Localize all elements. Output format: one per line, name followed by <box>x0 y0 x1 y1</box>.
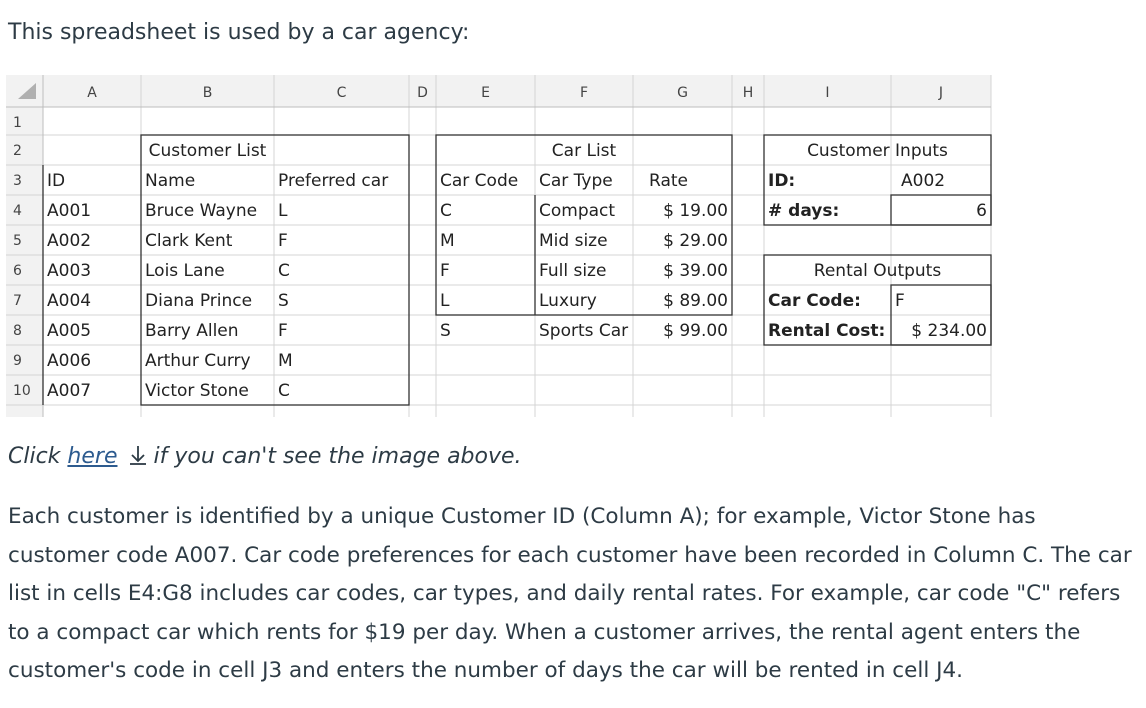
customer-list-cell: Diana Prince <box>145 291 253 311</box>
column-header-i: I <box>825 85 830 101</box>
row-header-4: 4 <box>13 203 22 219</box>
click-prefix: Click <box>8 444 61 469</box>
car-rate-cell: $ 29.00 <box>663 231 728 251</box>
row-header-6: 6 <box>13 263 22 279</box>
row-header-1: 1 <box>13 115 22 131</box>
customer-list-cell: C <box>278 261 290 281</box>
here-link[interactable]: here <box>67 444 118 469</box>
customer-list-cell: S <box>278 291 289 311</box>
spreadsheet-grid <box>6 75 1006 417</box>
car-code-cell: L <box>440 291 450 311</box>
column-header-j: J <box>938 85 944 101</box>
customer-list-cell: Victor Stone <box>145 381 249 401</box>
customer-list-cell: Bruce Wayne <box>145 201 258 221</box>
customer-list-cell: A004 <box>47 291 92 311</box>
car-code-cell: F <box>440 261 450 281</box>
days-value: 6 <box>976 201 987 221</box>
car-rate-cell: $ 19.00 <box>663 201 728 221</box>
customer-list-title: Customer List <box>148 141 267 161</box>
customer-list-cell: C <box>278 381 290 401</box>
customer-list-cell: F <box>278 321 288 341</box>
customer-list-cell: A001 <box>47 201 92 221</box>
row-header-7: 7 <box>13 293 22 309</box>
row-header-8: 8 <box>13 323 22 339</box>
spreadsheet-image <box>6 75 1006 417</box>
car-list-header: Car Type <box>539 171 613 191</box>
car-list-title: Car List <box>551 141 617 161</box>
car-rate-cell: $ 39.00 <box>663 261 728 281</box>
id-label: ID: <box>768 171 796 191</box>
customer-list-header: Preferred car <box>278 171 389 191</box>
customer-list-cell: Barry Allen <box>145 321 239 341</box>
customer-list-cell: A007 <box>47 381 92 401</box>
car-code-label: Car Code: <box>768 291 861 311</box>
car-type-cell: Mid size <box>539 231 608 251</box>
download-icon[interactable] <box>127 444 149 472</box>
column-header-c: C <box>336 85 347 101</box>
car-type-cell: Luxury <box>539 291 597 311</box>
row-header-3: 3 <box>13 173 22 189</box>
car-list-header: Rate <box>649 171 688 191</box>
customer-list-cell: F <box>278 231 288 251</box>
intro-text: This spreadsheet is used by a car agency: <box>8 20 470 45</box>
customer-list-cell: Arthur Curry <box>145 351 251 371</box>
car-code-value: F <box>895 291 905 311</box>
customer-list-cell: A006 <box>47 351 92 371</box>
click-suffix: if you can't see the image above. <box>153 444 522 469</box>
row-header-10: 10 <box>13 383 31 399</box>
description-paragraph: Each customer is identified by a unique Customer ID (Column A); for example, Victor Stone has customer code A007. Car code preferences for each customer have been recorded in Column C. The car list in cells E4:G8 includes car codes, car types, and daily rental rates. For example, car code "C" refers to a compact car which rents for $19 per day. When a customer arrives, the rental agent enters the customer's code in cell J3 and enters the number of days the car will be rented in cell J4. <box>8 504 1132 683</box>
car-rate-cell: $ 99.00 <box>663 321 728 341</box>
customer-list-cell: M <box>278 351 293 371</box>
car-rate-cell: $ 89.00 <box>663 291 728 311</box>
customer-list-cell: Lois Lane <box>145 261 225 281</box>
column-header-bar <box>6 75 991 107</box>
column-header-g: G <box>677 85 688 101</box>
customer-list-cell: A005 <box>47 321 92 341</box>
column-header-e: E <box>481 85 490 101</box>
column-header-h: H <box>742 85 754 101</box>
customer-list-header: Name <box>145 171 196 191</box>
customer-list-header: ID <box>47 171 66 191</box>
row-header-bar <box>6 75 43 417</box>
customer-list-cell: A002 <box>47 231 92 251</box>
column-header-f: F <box>579 85 589 101</box>
car-code-cell: M <box>440 231 455 251</box>
customer-inputs-title: Customer Inputs <box>807 141 948 161</box>
column-header-b: B <box>202 85 213 101</box>
rental-outputs-title: Rental Outputs <box>813 261 942 281</box>
customer-list-cell: A003 <box>47 261 92 281</box>
column-header-d: D <box>417 85 428 101</box>
row-header-5: 5 <box>13 233 22 249</box>
row-header-9: 9 <box>13 353 22 369</box>
car-list-header: Car Code <box>440 171 519 191</box>
row-header-2: 2 <box>13 143 22 159</box>
customer-list-cell: L <box>278 201 288 221</box>
car-code-cell: S <box>440 321 451 341</box>
car-type-cell: Compact <box>539 201 616 221</box>
car-code-cell: C <box>440 201 452 221</box>
rental-cost-label: Rental Cost: <box>768 321 886 341</box>
customer-list-cell: Clark Kent <box>145 231 233 251</box>
car-type-cell: Full size <box>539 261 607 281</box>
id-value: A002 <box>901 171 946 191</box>
click-here-line <box>8 444 522 472</box>
column-header-a: A <box>87 85 97 101</box>
rental-cost-value: $ 234.00 <box>911 321 987 341</box>
days-label: # days: <box>768 201 840 221</box>
car-type-cell: Sports Car <box>539 321 629 341</box>
